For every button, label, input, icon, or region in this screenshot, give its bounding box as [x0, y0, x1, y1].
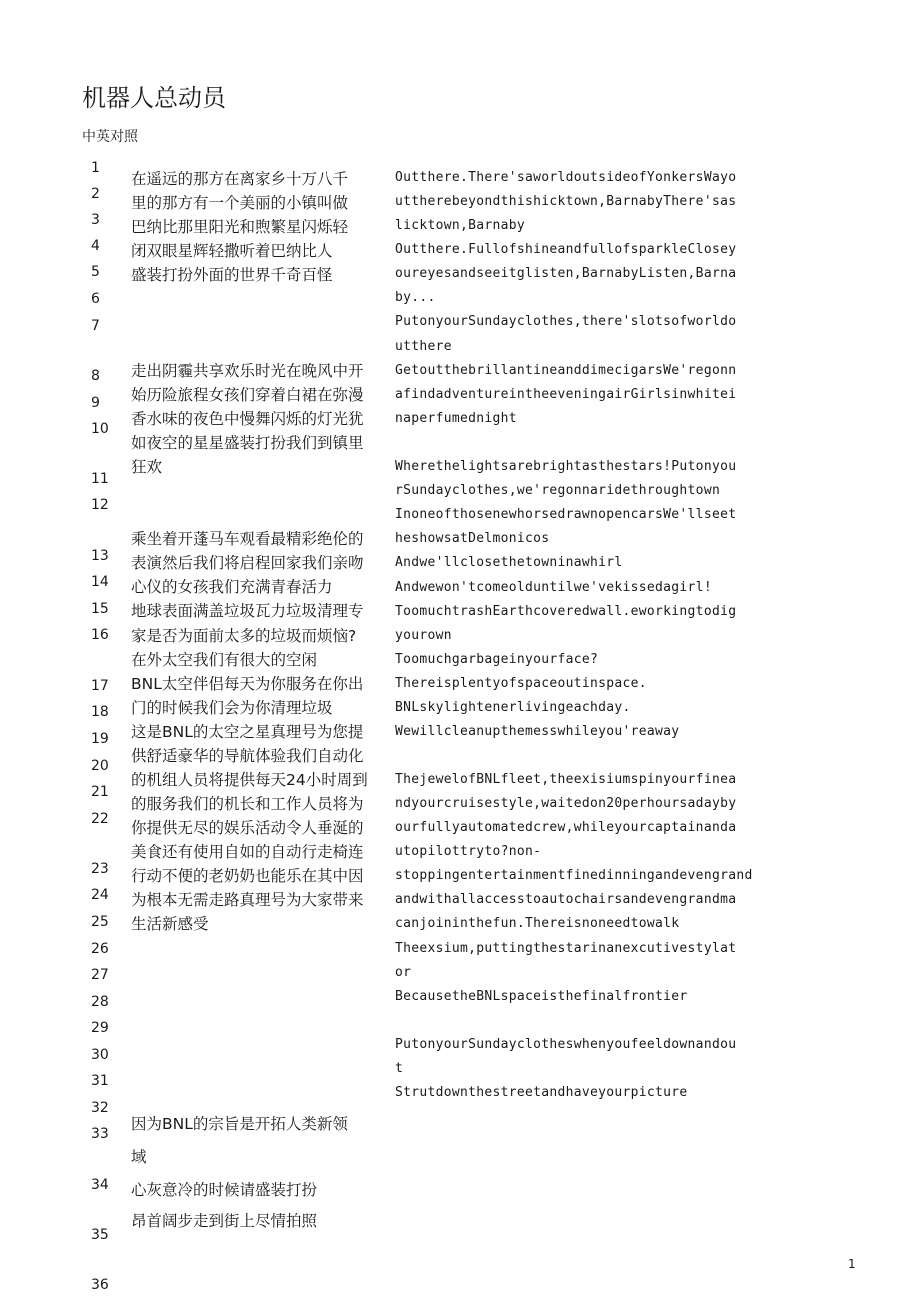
english-line: canjoininthefun.Thereisnoneedtowalk	[395, 916, 680, 931]
english-line: by...	[395, 290, 436, 305]
chinese-line: 地球表面满盖垃圾瓦力垃圾清理专	[131, 602, 364, 620]
line-number: 19	[91, 731, 109, 747]
line-number: 4	[91, 238, 100, 254]
chinese-line: 走出阴霾共享欢乐时光在晚风中开	[131, 362, 364, 380]
chinese-line: 为根本无需走路真理号为大家带来	[131, 891, 364, 909]
chinese-line: 昂首阔步走到街上尽情拍照	[131, 1212, 318, 1230]
chinese-line: 因为BNL的宗旨是开拓人类新领	[131, 1115, 348, 1133]
line-number: 9	[91, 395, 100, 411]
page-subtitle: 中英对照	[82, 129, 138, 145]
english-line: BecausetheBNLspaceisthefinalfrontier	[395, 989, 688, 1004]
chinese-line: 这是BNL的太空之星真理号为您提	[131, 723, 364, 741]
chinese-line: 美食还有使用自如的自动行走椅连	[131, 843, 364, 861]
line-number: 21	[91, 784, 109, 800]
chinese-line: 的机组人员将提供每天24小时周到	[131, 771, 368, 789]
line-number: 18	[91, 704, 109, 720]
english-line: Wewillcleanupthemesswhileyou'reaway	[395, 724, 680, 739]
line-number: 23	[91, 861, 109, 877]
line-number: 5	[91, 264, 100, 280]
chinese-line: 乘坐着开蓬马车观看最精彩绝伦的	[131, 530, 364, 548]
english-line: stoppingentertainmentfinedinningandevengrand	[395, 868, 753, 883]
line-number: 31	[91, 1073, 109, 1089]
line-number: 14	[91, 574, 109, 590]
line-number: 13	[91, 548, 109, 564]
english-line: naperfumednight	[395, 411, 517, 426]
chinese-line: 心仪的女孩我们充满青春活力	[131, 578, 333, 596]
line-number: 15	[91, 601, 109, 617]
chinese-line: 表演然后我们将启程回家我们亲吻	[131, 554, 364, 572]
line-number: 24	[91, 887, 109, 903]
english-line: Thereisplentyofspaceoutinspace.	[395, 676, 647, 691]
english-line: Outthere.FullofshineandfullofsparkleClosey	[395, 242, 737, 257]
chinese-line: 闭双眼星辉轻撒听着巴纳比人	[131, 242, 333, 260]
line-number: 8	[91, 368, 100, 384]
line-number: 29	[91, 1020, 109, 1036]
chinese-line: 盛装打扮外面的世界千奇百怪	[131, 266, 333, 284]
chinese-line: BNL太空伴侣每天为你服务在你出	[131, 675, 364, 693]
english-line: or	[395, 965, 412, 980]
line-number: 22	[91, 811, 109, 827]
line-number: 2	[91, 186, 100, 202]
english-line: yourown	[395, 628, 452, 643]
line-number: 28	[91, 994, 109, 1010]
chinese-line: 家是否为面前太多的垃圾而烦恼?	[131, 627, 357, 645]
chinese-line: 的服务我们的机长和工作人员将为	[131, 795, 364, 813]
english-line: PutonyourSundayclothes,there'slotsofworldo	[395, 314, 737, 329]
line-number: 3	[91, 212, 100, 228]
english-line: BNLskylightenerlivingeachday.	[395, 700, 631, 715]
line-number: 6	[91, 291, 100, 307]
line-number: 20	[91, 758, 109, 774]
chinese-line: 始历险旅程女孩们穿着白裙在弥漫	[131, 386, 364, 404]
line-number: 25	[91, 914, 109, 930]
chinese-line: 在遥远的那方在离家乡十万八千	[131, 170, 349, 188]
line-number: 33	[91, 1126, 109, 1142]
english-line: heshowsatDelmonicos	[395, 531, 550, 546]
english-line: Toomuchgarbageinyourface?	[395, 652, 599, 667]
chinese-line: 狂欢	[131, 458, 163, 476]
english-line: andwithallaccesstoautochairsandevengrandma	[395, 892, 737, 907]
chinese-line: 你提供无尽的娱乐活动令人垂涎的	[131, 819, 364, 837]
english-line: PutonyourSundayclotheswhenyoufeeldownandou	[395, 1037, 737, 1052]
chinese-line: 行动不便的老奶奶也能乐在其中因	[131, 867, 364, 885]
chinese-line: 门的时候我们会为你清理垃圾	[131, 699, 333, 717]
line-number: 32	[91, 1100, 109, 1116]
english-line: InoneofthosenewhorsedrawnopencarsWe'llseet	[395, 507, 737, 522]
english-line: oureyesandseeitglisten,BarnabyListen,Barna	[395, 266, 737, 281]
line-number: 11	[91, 471, 109, 487]
line-number: 36	[91, 1277, 109, 1293]
line-number: 30	[91, 1047, 109, 1063]
chinese-line: 心灰意冷的时候请盛装打扮	[131, 1181, 318, 1199]
line-number: 1	[91, 160, 100, 176]
english-line: uttherebeyondthishicktown,BarnabyThere'sas	[395, 194, 737, 209]
english-line: Theexsium,puttingthestarinanexcutivestylat	[395, 941, 737, 956]
english-line: utopilottryto?non-	[395, 844, 542, 859]
english-line: Strutdownthestreetandhaveyourpicture	[395, 1085, 688, 1100]
chinese-line: 域	[131, 1148, 147, 1166]
line-number: 16	[91, 627, 109, 643]
english-line: ourfullyautomatedcrew,whileyourcaptainanda	[395, 820, 737, 835]
chinese-line: 香水味的夜色中慢舞闪烁的灯光犹	[131, 410, 364, 428]
chinese-line: 在外太空我们有很大的空闲	[131, 651, 318, 669]
line-number: 27	[91, 967, 109, 983]
page-title: 机器人总动员	[82, 84, 226, 112]
english-line: Wherethelightsarebrightasthestars!Putonyou	[395, 459, 737, 474]
page-number: 1	[848, 1257, 856, 1271]
line-number: 10	[91, 421, 109, 437]
line-number: 34	[91, 1177, 109, 1193]
chinese-line: 供舒适豪华的导航体验我们自动化	[131, 747, 364, 765]
english-line: Andwewon'tcomeolduntilwe'vekissedagirl!	[395, 580, 712, 595]
english-line: afindadventureintheeveningairGirlsinwhitei	[395, 387, 737, 402]
line-number: 35	[91, 1227, 109, 1243]
english-line: Outthere.There'saworldoutsideofYonkersWayo	[395, 170, 737, 185]
english-line: Andwe'llclosethetowninawhirl	[395, 555, 623, 570]
chinese-line: 里的那方有一个美丽的小镇叫做	[131, 194, 349, 212]
english-line: ToomuchtrashEarthcoveredwall.eworkingtodig	[395, 604, 737, 619]
chinese-line: 如夜空的星星盛装打扮我们到镇里	[131, 434, 364, 452]
english-line: GetoutthebrillantineanddimecigarsWe'regonn	[395, 363, 737, 378]
english-line: rSundayclothes,we'regonnaridethroughtown	[395, 483, 721, 498]
line-number: 12	[91, 497, 109, 513]
line-number: 26	[91, 941, 109, 957]
english-line: licktown,Barnaby	[395, 218, 526, 233]
english-line: t	[395, 1061, 404, 1076]
line-number: 7	[91, 318, 100, 334]
chinese-line: 巴纳比那里阳光和煦繁星闪烁轻	[131, 218, 349, 236]
english-line: ThejewelofBNLfleet,theexisiumspinyourfinea	[395, 772, 737, 787]
chinese-line: 生活新感受	[131, 915, 209, 933]
english-line: utthere	[395, 339, 452, 354]
english-line: ndyourcruisestyle,waitedon20perhoursadayby	[395, 796, 737, 811]
line-number: 17	[91, 678, 109, 694]
